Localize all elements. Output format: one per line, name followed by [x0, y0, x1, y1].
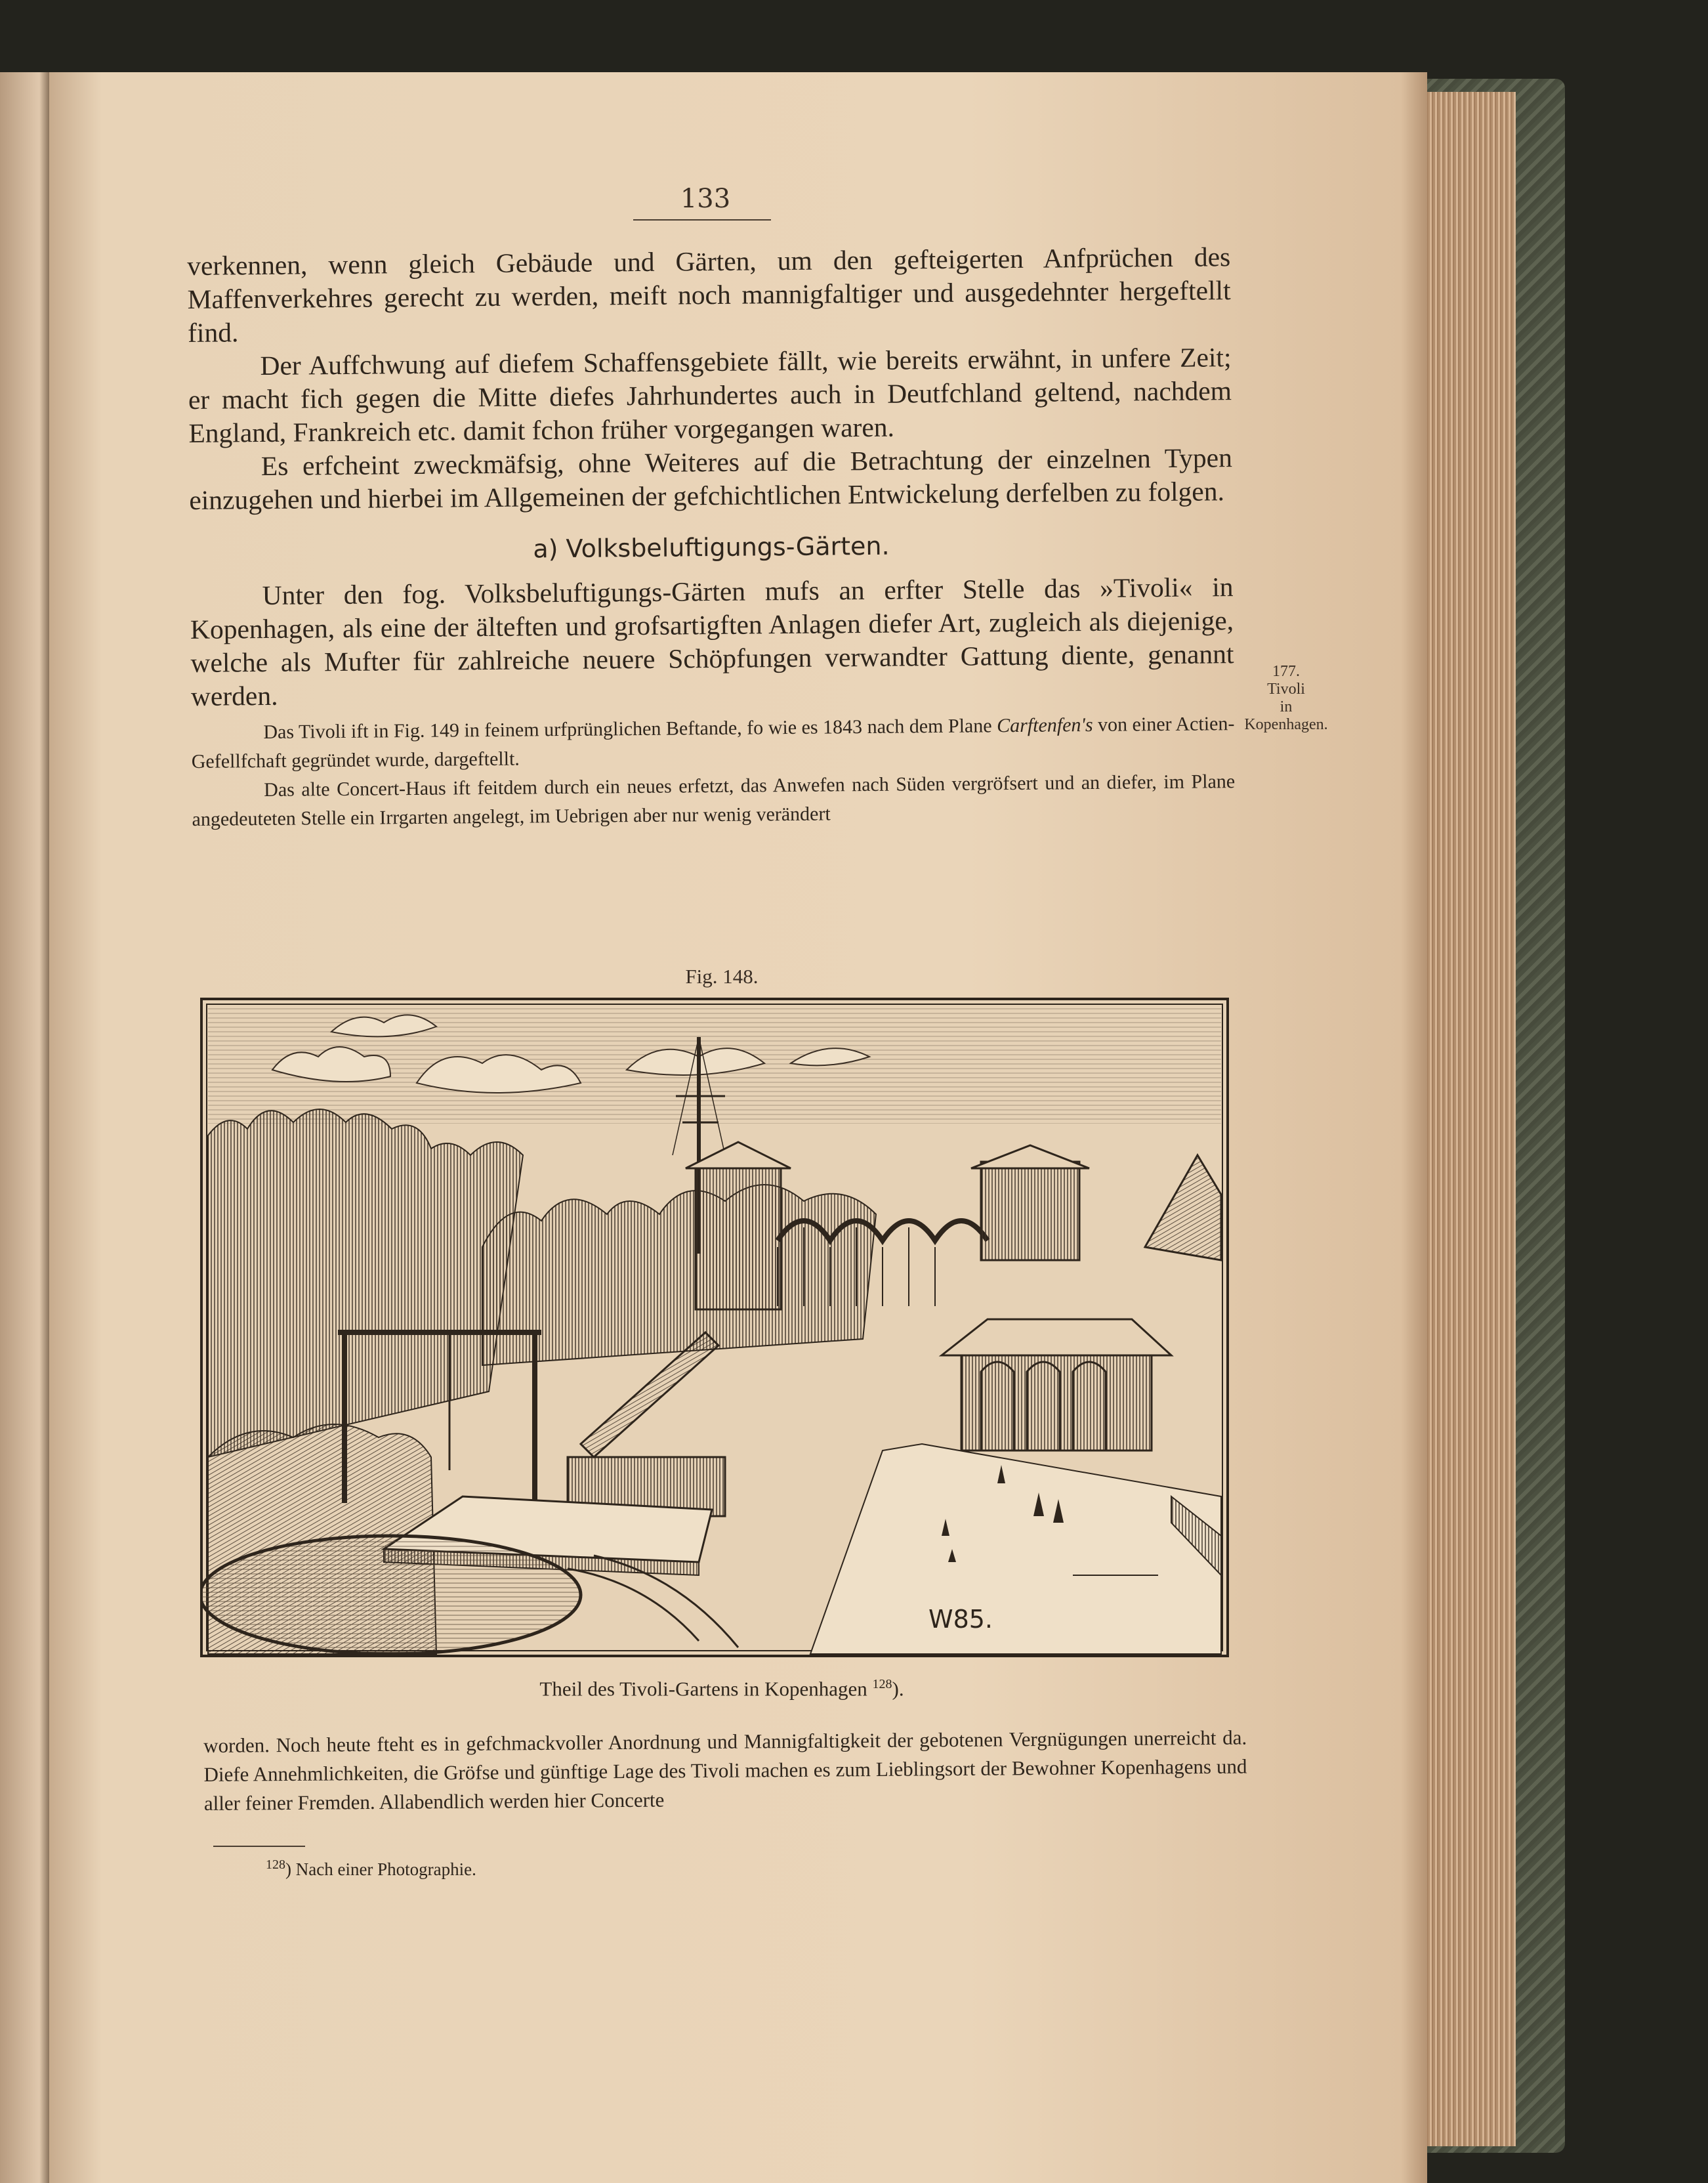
paragraph: Unter den fog. Volksbeluftigungs-Gärten mufs an erfter Stelle das »Tivoli« in Kopenhagen, als eine der älteften und grofsartigften Anlagen diefer Art, zugleich als diejenige, welche als Mufter für zahlreiche neuere Schöpfungen verwandter Gattung diente, genannt werden. — [190, 572, 1234, 711]
marginal-note — [1237, 663, 1335, 734]
main-text — [187, 240, 1236, 834]
section-heading: a) Volksbeluftigungs-Gärten. — [533, 531, 890, 564]
figure-label: Fig. 148. — [685, 965, 759, 988]
lower-text — [203, 1724, 1247, 1818]
tower-building — [686, 1142, 791, 1309]
caption-close: ). — [892, 1677, 904, 1701]
paragraph: Der Auffchwung auf diefem Schaffensgebiete fällt, wie bereits erwähnt, in unfere Zeit; er macht fich gegen die Mitte diefes Jahrhundertes auch in Deutfchland geltend, nachdem England, Frankreich etc. damit fchon früher vorgegangen waren. — [188, 342, 1232, 448]
paragraph: Es erfcheint zweckmäfsig, ohne Weiteres auf die Betrachtung der einzelnen Typen einzugehen und hierbei im Allgemeinen der gefchichtlichen Entwickelung derfelben zu folgen. — [189, 442, 1233, 515]
paragraph: worden. Noch heute fteht es in gefchmackvoller Anordnung und Mannigfaltigkeit der gebotenen Vergnügungen unerreicht da. Diefe Annehmlichkeiten, die Gröfse und günftige Lage des Tivoli machen es zum Lieblingsort der Bewohner Kopenhagens und aller feiner Fremden. Allabendlich werden hier Concerte — [203, 1726, 1247, 1815]
footnote-rule — [213, 1846, 305, 1847]
caption-text: Theil des Tivoli-Gartens in Kopenhagen — [539, 1677, 867, 1701]
figure-signature: W85. — [928, 1605, 993, 1634]
concert-hall — [942, 1319, 1171, 1451]
page-number: 133 — [680, 184, 731, 214]
marginal-number: 177. — [1272, 663, 1300, 680]
footnote-text: ) Nach einer Photographie. — [285, 1859, 476, 1879]
figure-caption — [427, 1677, 1017, 1701]
small-paragraph — [191, 710, 1235, 776]
page-number-rule — [633, 219, 771, 221]
footnote-number: 128 — [266, 1857, 285, 1872]
marginal-line: Tivoli — [1267, 681, 1305, 698]
left-page-edge — [0, 72, 49, 2183]
small-paragraph: Das alte Concert-Haus ift feitdem durch ein neues erfetzt, das Anwefen nach Süden vergröfsert und an diefer, im Plane angedeuteten Stelle ein Irrgarten angelegt, im Uebrigen aber nur wenig verändert — [192, 771, 1236, 830]
footnote — [266, 1857, 476, 1880]
marginal-line: Kopenhagen. — [1244, 716, 1328, 733]
page-edges — [1417, 92, 1516, 2146]
paragraph: verkennen, wenn gleich Gebäude und Gärten, um den gefteigerten Anfprüchen des Maffenverkehres gerecht zu werden, meift noch mannigfaltiger und ausgedehnter hergeftellt find. — [187, 242, 1231, 348]
engraving-illustration — [200, 998, 1229, 1657]
small-text: von einer Actien-Gefellfchaft gegründet wurde, dargeftellt. — [191, 713, 1235, 773]
author-name: Carftenfen's — [996, 713, 1093, 737]
caption-footnote-ref: 128 — [872, 1677, 892, 1691]
small-text: Das Tivoli ift in Fig. 149 in feinem urfprünglichen Beftande, fo wie es 1843 nach dem Plane — [263, 715, 992, 744]
marginal-line: in — [1280, 698, 1293, 715]
